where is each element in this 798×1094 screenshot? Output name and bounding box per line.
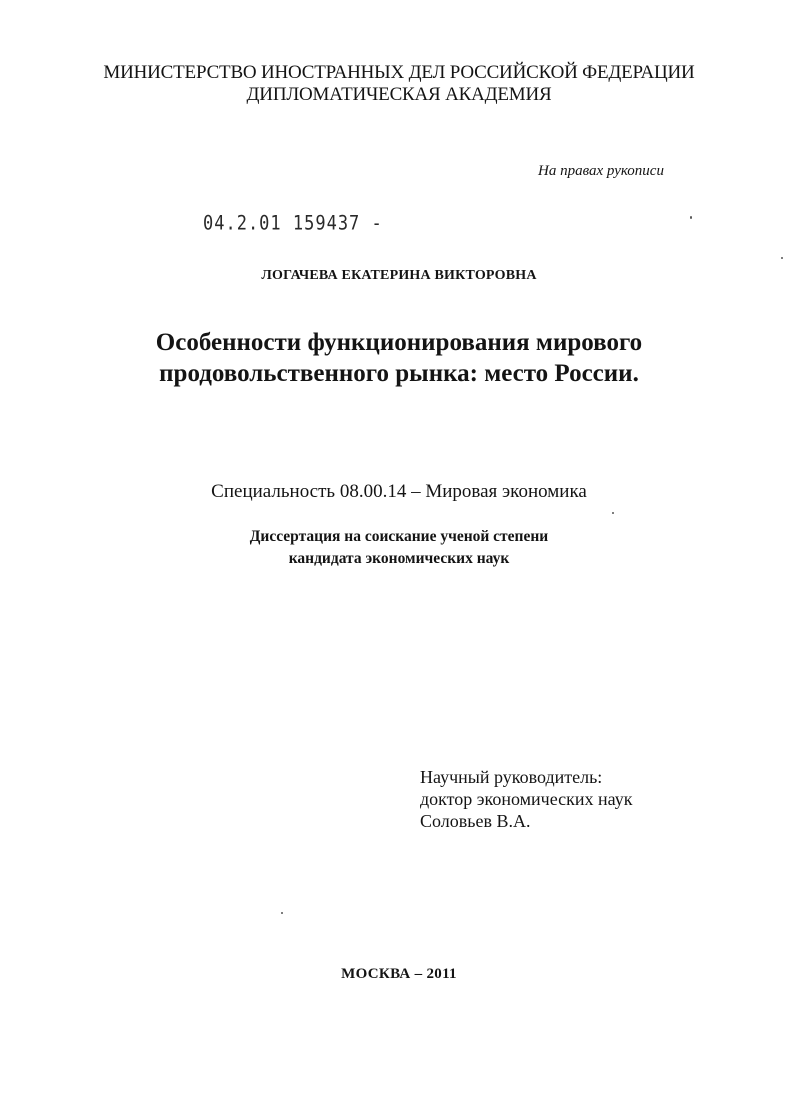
advisor-degree: доктор экономических наук <box>420 789 633 809</box>
advisor-label: Научный руководитель: <box>420 767 603 787</box>
registration-stamp-number: 04.2.01 159437 - <box>203 212 383 235</box>
scan-speck <box>690 216 692 219</box>
scientific-advisor <box>420 766 632 832</box>
scan-speck <box>281 912 283 914</box>
city-year: МОСКВА – 2011 <box>341 966 457 982</box>
advisor-name: Соловьев В.А. <box>420 811 531 831</box>
ministry-header <box>0 62 798 106</box>
scan-speck <box>781 257 783 259</box>
academy-name: ДИПЛОМАТИЧЕСКАЯ АКАДЕМИЯ <box>246 84 552 105</box>
title-line-2: продовольственного рынка: место России. <box>159 360 639 387</box>
scan-speck <box>612 512 614 514</box>
degree-line-2: кандидата экономических наук <box>288 550 510 567</box>
manuscript-note: На правах рукописи <box>538 163 664 179</box>
ministry-name: МИНИСТЕРСТВО ИНОСТРАННЫХ ДЕЛ РОССИЙСКОЙ ФЕДЕРАЦИИ <box>103 62 695 83</box>
title-line-1: Особенности функционирования мирового <box>155 329 643 356</box>
specialty: Специальность 08.00.14 – Мировая экономика <box>211 481 587 502</box>
degree-statement <box>0 526 798 570</box>
degree-line-1: Диссертация на соискание ученой степени <box>249 528 549 545</box>
author-name: ЛОГАЧЕВА ЕКАТЕРИНА ВИКТОРОВНА <box>261 268 537 283</box>
dissertation-title <box>0 327 798 389</box>
